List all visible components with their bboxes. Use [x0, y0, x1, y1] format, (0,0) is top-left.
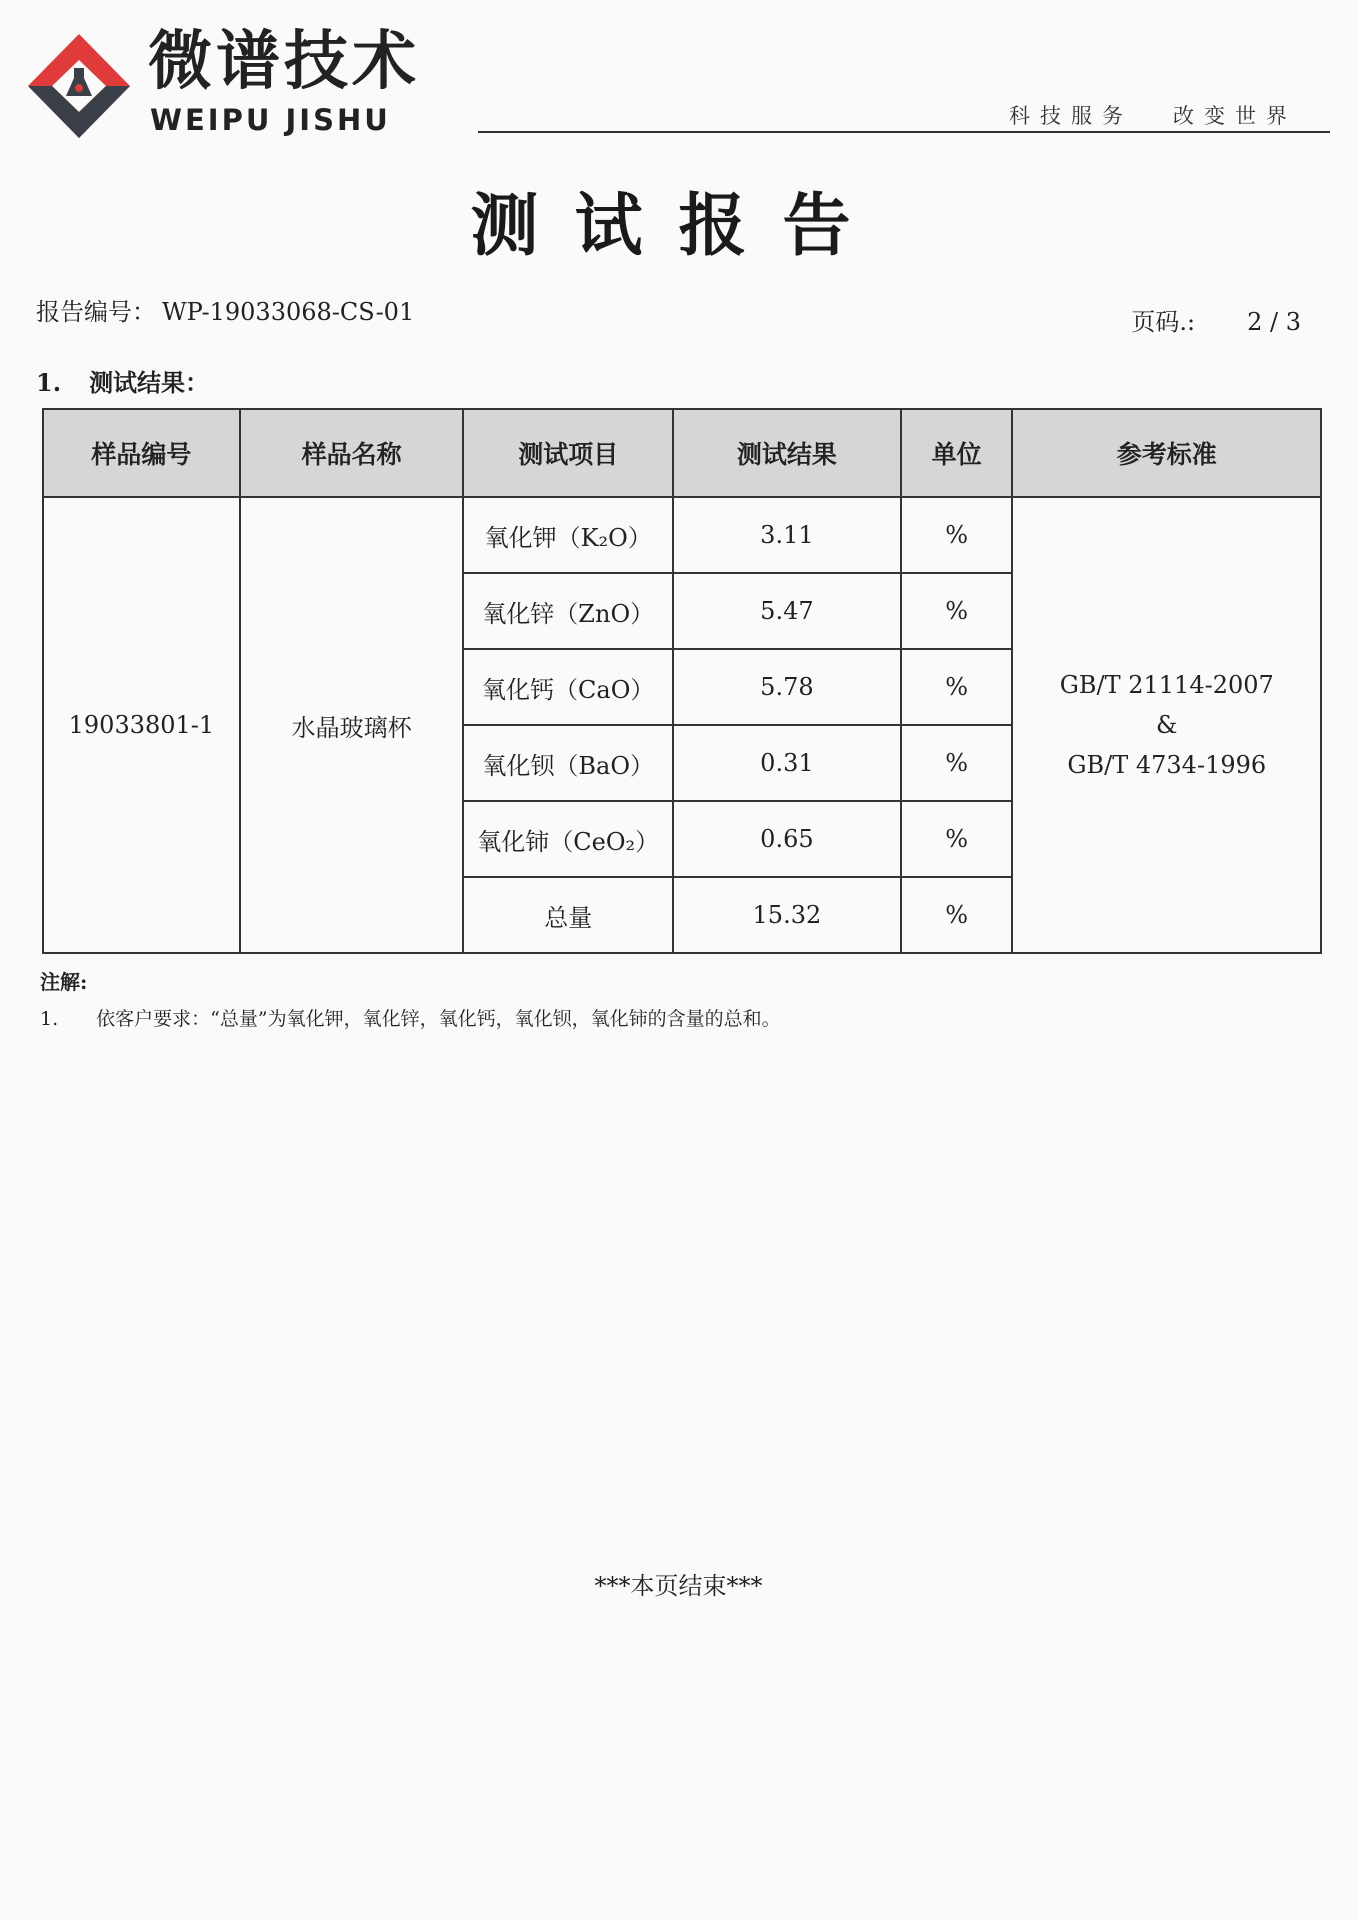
brand-name-en: WEIPU JISHU: [150, 103, 391, 137]
unit-cell: %: [901, 573, 1013, 649]
sample-number-cell: 19033801-1: [43, 497, 240, 953]
document-title: 测试报告: [470, 186, 887, 266]
total-item-cell: 总量: [463, 877, 673, 953]
test-item-cell: 氧化钡（BaO）: [463, 725, 673, 801]
report-number-label: 报告编号：: [36, 298, 156, 326]
report-number: [36, 292, 414, 327]
standard-line: &: [1156, 711, 1178, 739]
header-sample-no: 样品编号: [43, 409, 240, 497]
note-text: 依客户要求：“总量”为氧化钾，氧化锌，氧化钙，氧化钡，氧化铈的含量的总和。: [96, 1008, 781, 1030]
test-result-cell: 3.11: [673, 497, 901, 573]
page-number-label: 页码.:: [1131, 308, 1196, 336]
test-result-cell: 5.78: [673, 649, 901, 725]
header-unit: 单位: [901, 409, 1013, 497]
header-test-item: 测试项目: [463, 409, 673, 497]
standard-line: GB/T 21114-2007: [1059, 671, 1274, 699]
header-divider: [478, 131, 1330, 133]
section-number: 1.: [36, 368, 62, 397]
section-title: 测试结果：: [89, 368, 210, 397]
test-item-cell: 氧化钙（CaO）: [463, 649, 673, 725]
unit-cell: %: [901, 877, 1013, 953]
note-item: [40, 1004, 781, 1031]
header-standard: 参考标准: [1012, 409, 1321, 497]
test-result-cell: 0.65: [673, 801, 901, 877]
slogan-left: 科技服务: [1009, 104, 1133, 128]
test-item-cell: 氧化锌（ZnO）: [463, 573, 673, 649]
test-result-cell: 0.31: [673, 725, 901, 801]
brand-name-cn: 微谱技术: [148, 25, 420, 99]
slogan-right: 改变世界: [1173, 104, 1297, 128]
test-result-cell: 5.47: [673, 573, 901, 649]
report-number-value: WP-19033068-CS-01: [162, 298, 415, 326]
reference-standard-cell: [1012, 497, 1321, 953]
table-row: [43, 497, 1321, 573]
unit-cell: %: [901, 725, 1013, 801]
unit-cell: %: [901, 497, 1013, 573]
page-number-value: 2 / 3: [1247, 308, 1301, 336]
end-of-page-mark: ***本页结束***: [594, 1572, 763, 1600]
results-table: [42, 408, 1322, 954]
slogan: [1009, 100, 1297, 130]
page-number: [1131, 302, 1301, 337]
header-sample-name: 样品名称: [240, 409, 464, 497]
weipu-logo: [26, 30, 132, 142]
test-item-cell: 氧化铈（CeO₂）: [463, 801, 673, 877]
unit-cell: %: [901, 801, 1013, 877]
header-test-result: 测试结果: [673, 409, 901, 497]
standard-line: GB/T 4734-1996: [1067, 751, 1267, 779]
sample-name-cell: 水晶玻璃杯: [240, 497, 464, 953]
note-number: 1.: [40, 1008, 59, 1030]
notes-title: 注解:: [40, 970, 88, 994]
table-header-row: [43, 409, 1321, 497]
total-result-cell: 15.32: [673, 877, 901, 953]
section-heading: [36, 363, 209, 398]
unit-cell: %: [901, 649, 1013, 725]
test-item-cell: 氧化钾（K₂O）: [463, 497, 673, 573]
